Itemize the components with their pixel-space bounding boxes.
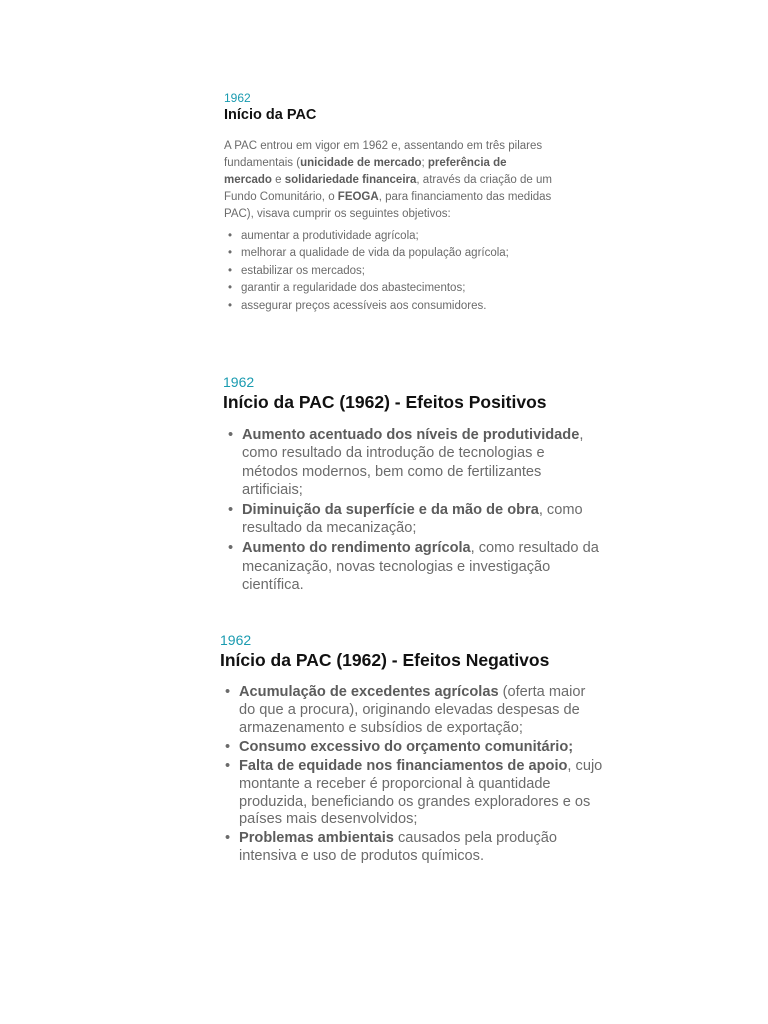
section-efeitos-negativos [220,633,605,867]
list-item: • assegurar preços acessíveis aos consumidores. [224,298,554,315]
section-title: Início da PAC (1962) - Efeitos Negativos [220,650,550,670]
pillar-unicidade: unicidade de mercado [300,156,422,169]
section-year: 1962 [224,91,251,105]
section-year: 1962 [223,374,255,390]
list-item: • melhorar a qualidade de vida da população agrícola; [224,245,554,262]
list-item: • garantir a regularidade dos abastecimentos; [224,280,554,297]
section-title: Início da PAC (1962) - Efeitos Positivos [223,392,547,412]
list-item: • Aumento do rendimento agrícola, como resultado da mecanização, novas tecnologias e investigação científica. [223,539,603,594]
list-item: • Consumo excessivo do orçamento comunitário; [220,739,605,757]
list-item: • Aumento acentuado dos níveis de produtividade, como resultado da introdução de tecnologias e métodos modernos, bem como de fertilizantes artificiais; [223,426,603,499]
negative-effects-list [220,684,605,866]
list-item: • Problemas ambientais causados pela produção intensiva e uso de produtos químicos. [220,830,605,866]
list-item: • aumentar a produtividade agrícola; [224,228,554,245]
list-item: • estabilizar os mercados; [224,263,554,280]
positive-effects-list [223,426,603,594]
section-year: 1962 [220,632,252,648]
section-title: Início da PAC [224,107,317,123]
section-inicio-pac [224,92,554,315]
intro-paragraph: A PAC entrou em vigor em 1962 e, assentando em três pilares fundamentais (unicidade de mercado; preferência de mercado e solidariedade financeira, através da criação de um Fundo Comunitário, o FEOGA, para financiamento das medidas PAC), visava cumprir os seguintes objetivos: [224,139,552,221]
feoga-term: FEOGA [337,191,379,204]
list-item: • Acumulação de excedentes agrícolas (oferta maior do que a procura), originando elevadas despesas de armazenamento e subsídios de exportação; [220,684,605,738]
pillar-preferencia: preferência de mercado [224,156,507,187]
list-item: • Falta de equidade nos financiamentos de apoio, cujo montante a receber é proporcional à quantidade produzida, beneficiando os grandes exploradores e os países mais desenvolvidos; [220,758,605,830]
objectives-list [224,228,554,315]
list-item: • Diminuição da superfície e da mão de obra, como resultado da mecanização; [223,501,603,537]
section-efeitos-positivos [223,375,603,596]
pillar-solidariedade: solidariedade financeira [284,174,417,187]
